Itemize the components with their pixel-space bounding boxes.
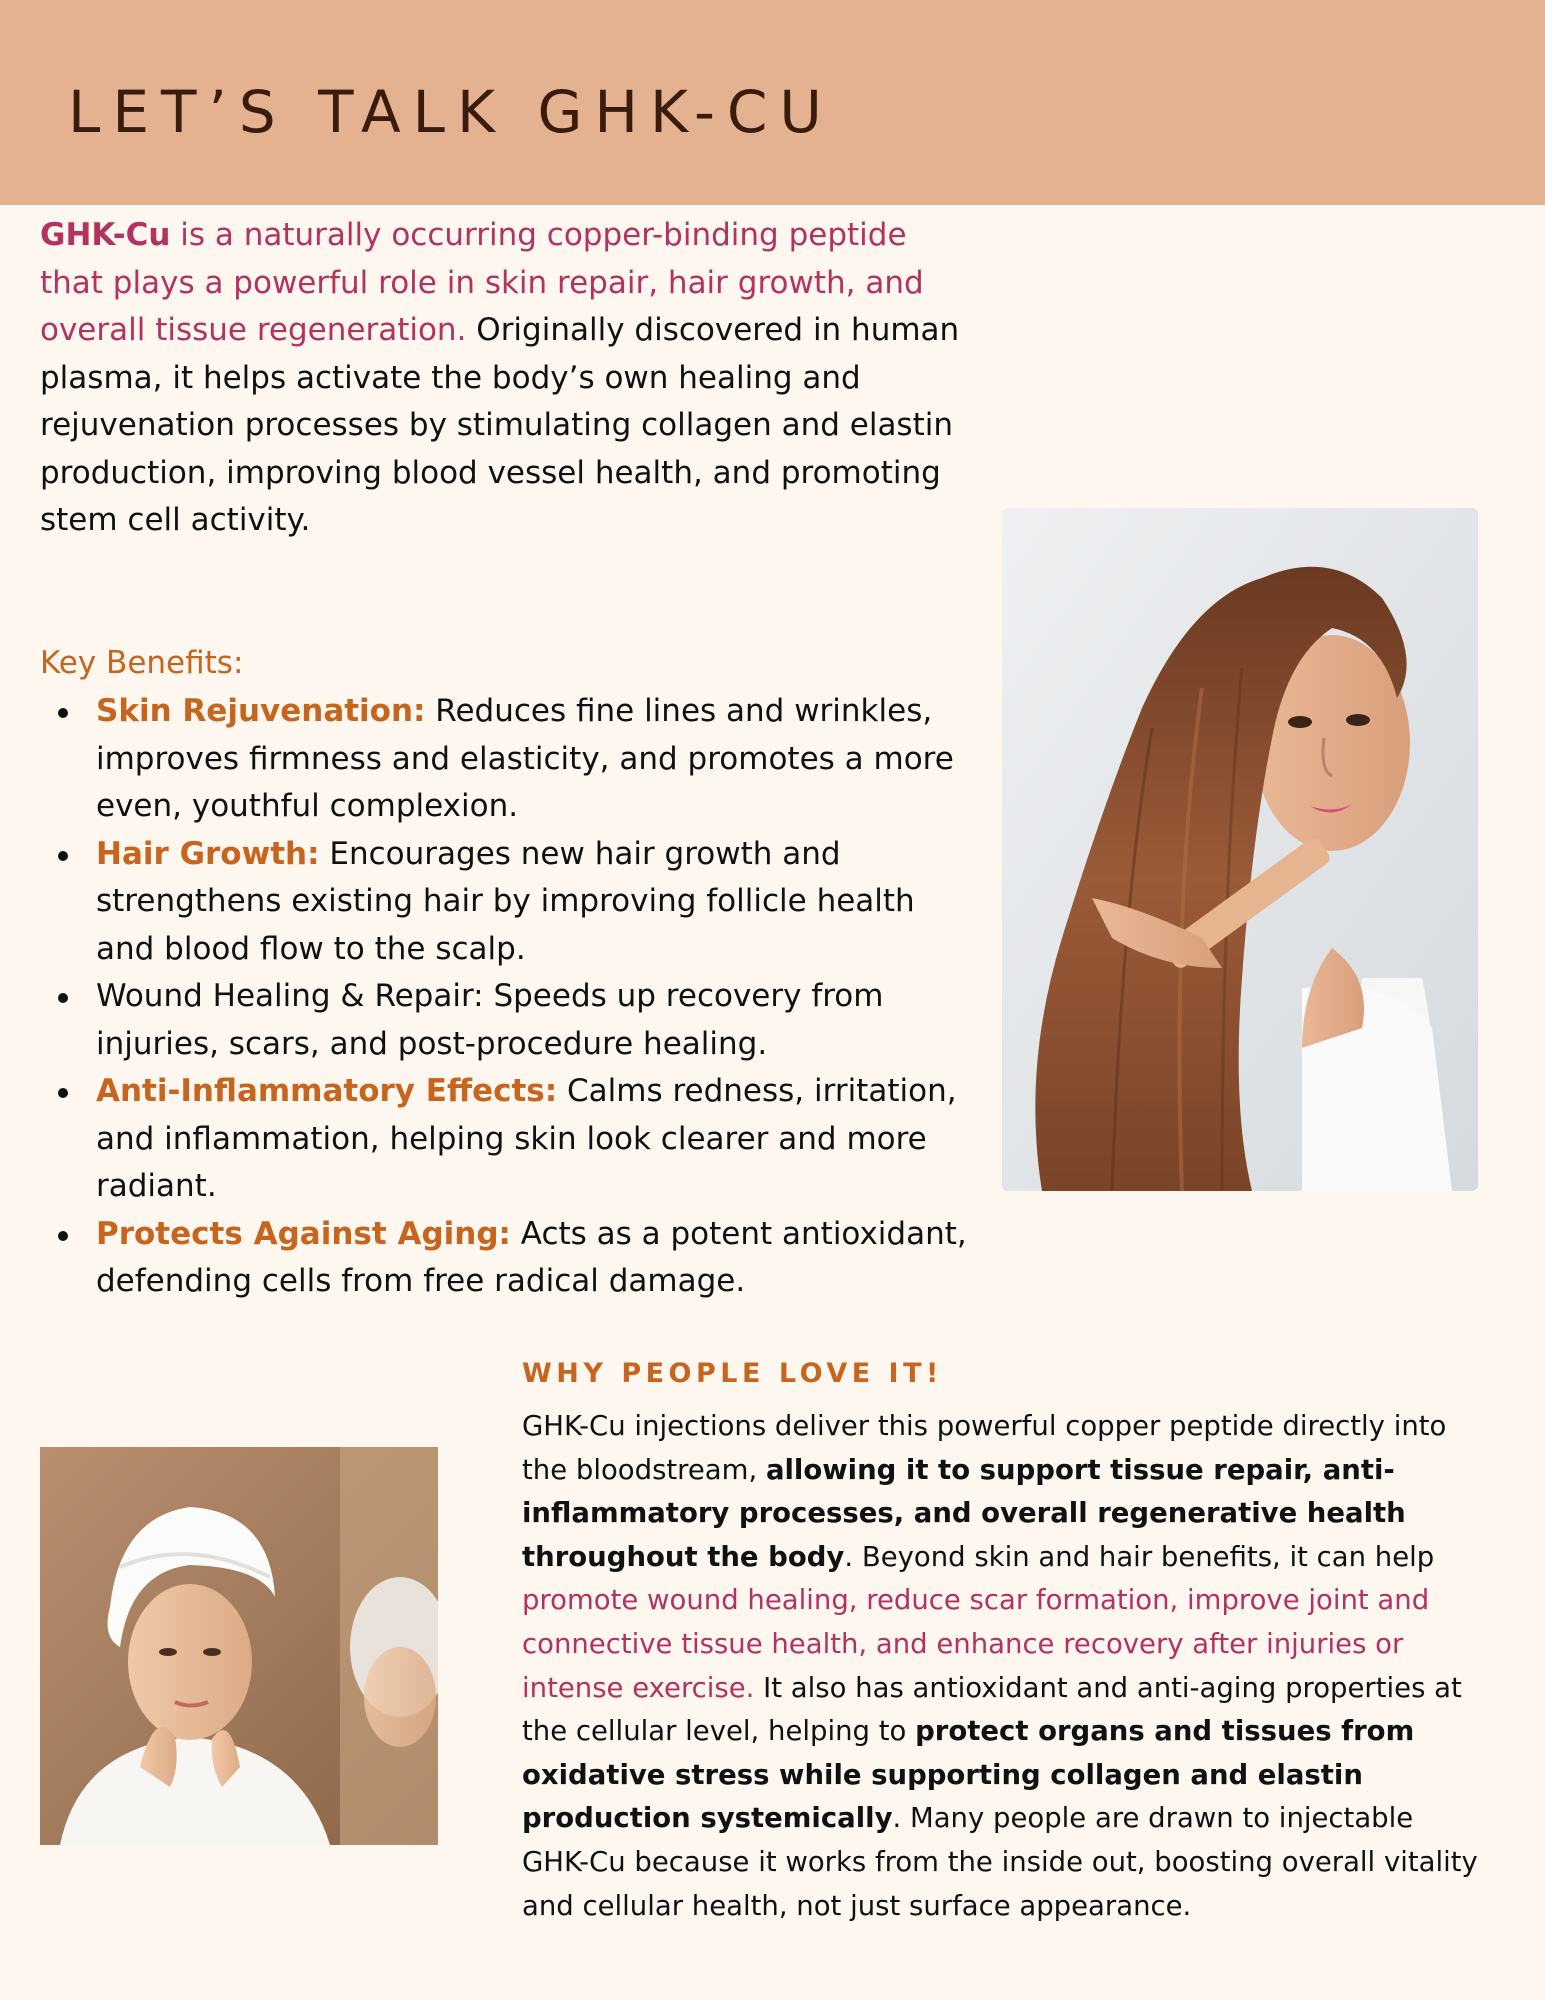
why-bold-text: allowing it to support tissue repair, anti-inflammatory processes, and overall regenerative health throughout the body xyxy=(522,1453,1406,1573)
benefit-label: Skin Rejuvenation: xyxy=(96,693,426,729)
benefit-text: Wound Healing & Repair: Speeds up recovery from injuries, scars, and post-procedure healing. xyxy=(96,978,884,1062)
list-item xyxy=(40,688,970,831)
why-bold-text: protect organs and tissues from oxidative stress while supporting collagen and elastin production systemically xyxy=(522,1715,1415,1835)
why-text: It also has antioxidant and anti-aging properties at the cellular level, helping to xyxy=(522,1671,1462,1748)
list-item xyxy=(40,831,970,974)
why-text: . Many people are drawn to injectable GHK-Cu because it works from the inside out, boosting overall vitality and cellular health, not just surface appearance. xyxy=(522,1802,1478,1922)
why-paragraph xyxy=(522,1405,1482,1928)
benefit-text: Encourages new hair growth and strengthens existing hair by improving follicle health and blood flow to the scalp. xyxy=(96,835,915,967)
benefit-label: Anti-Inflammatory Effects: xyxy=(96,1073,558,1109)
benefit-text: Calms redness, irritation, and inflammation, helping skin look clearer and more radiant. xyxy=(96,1073,957,1204)
header-banner xyxy=(0,0,1545,205)
page-title: LET’S TALK GHK-CU xyxy=(68,78,834,146)
benefit-text: Reduces fine lines and wrinkles, improves firmness and elasticity, and promotes a more even, youthful complexion. xyxy=(96,693,954,824)
why-heading: WHY PEOPLE LOVE IT! xyxy=(522,1358,943,1389)
intro-highlight: is a naturally occurring copper-binding peptide that plays a powerful role in skin repair, hair growth, and overall tissue regeneration. xyxy=(40,217,924,348)
benefit-text: Acts as a potent antioxidant, defending cells from free radical damage. xyxy=(96,1215,967,1299)
list-item xyxy=(40,1068,970,1211)
woman-in-towel-mirror-photo xyxy=(40,1447,438,1845)
list-item xyxy=(40,973,970,1068)
why-highlight-text: promote wound healing, reduce scar formation, improve joint and connective tissue health, and enhance recovery after injuries or intense exercise. xyxy=(522,1584,1430,1704)
benefit-label: Protects Against Aging: xyxy=(96,1215,511,1252)
intro-rest: Originally discovered in human plasma, it helps activate the body’s own healing and rejuvenation processes by stimulating collagen and elastin production, improving blood vessel health, and promoting stem cell activity. xyxy=(40,312,960,538)
benefit-label: Hair Growth: xyxy=(96,835,320,872)
intro-paragraph xyxy=(40,212,970,545)
list-item xyxy=(40,1211,970,1306)
woman-brushing-hair-photo xyxy=(1002,508,1478,1191)
benefits-list xyxy=(40,688,970,1306)
why-text: GHK-Cu injections deliver this powerful copper peptide directly into the bloodstream, xyxy=(522,1410,1447,1486)
intro-brand: GHK-Cu xyxy=(40,217,171,253)
benefits-heading: Key Benefits: xyxy=(40,645,244,681)
why-text: . Beyond skin and hair benefits, it can help xyxy=(844,1540,1435,1573)
